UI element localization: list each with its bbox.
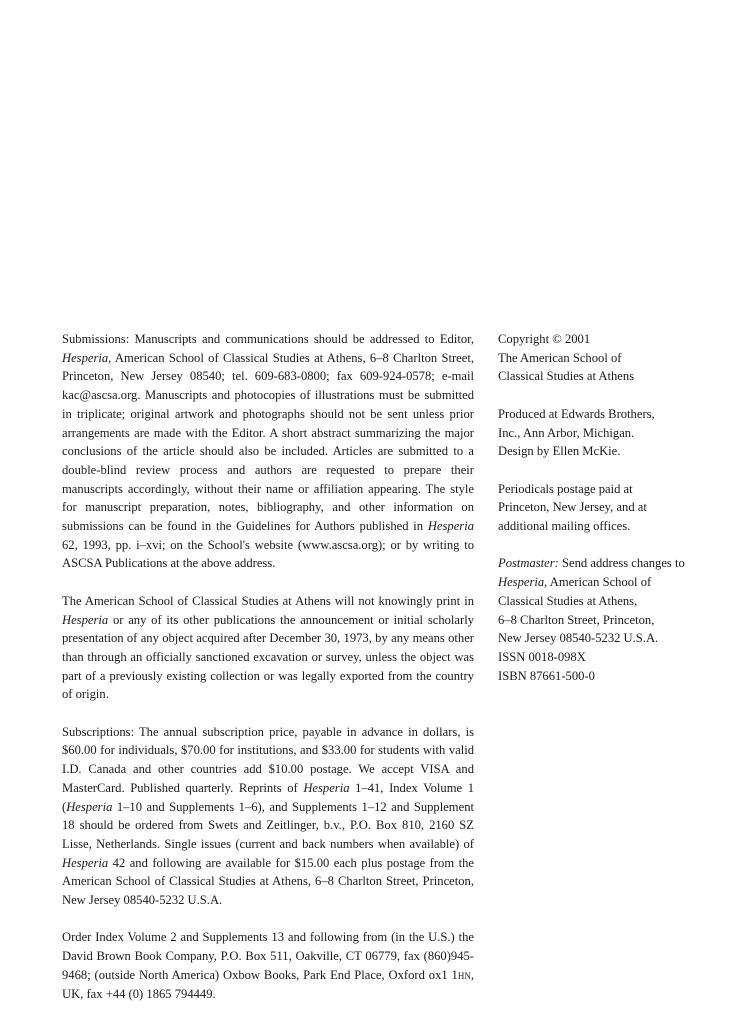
postage-line: additional mailing offices. — [498, 519, 631, 533]
journal-title: Hesperia — [62, 612, 109, 627]
submissions-text-3: 62, 1993, pp. i–xvi; on the School's website (www.ascsa.org); or by writing to ASCSA Publications at the above address. — [62, 537, 474, 571]
postmaster-line — [498, 554, 698, 573]
copyright-line: The American School of — [498, 350, 622, 365]
postmaster-label: Postmaster: — [498, 556, 559, 571]
postmaster-line — [498, 573, 698, 592]
postmaster-line: 6–8 Charlton Street, Princeton, — [498, 612, 655, 627]
production-line: Design by Ellen McKie. — [498, 444, 621, 459]
postmaster-line: New Jersey 08540-5232 U.S.A. — [498, 631, 659, 646]
production-line: Produced at Edwards Brothers, — [498, 406, 655, 421]
subscriptions-text-3: 1–10 and Supplements 1–6), and Supplements 1–12 and Supplement 18 should be ordered from Swets and Zeitlinger, b.v., P.O. Box 810, 2160 SZ Lisse, Netherlands. Single issues (current and back numbers when available) of — [62, 799, 474, 851]
order-text-2: , UK, fax +44 (0) 1865 794449. — [62, 967, 474, 1001]
postage-line: Princeton, New Jersey, and at — [498, 500, 647, 515]
order-text-1: Order Index Volume 2 and Supplements 13 and following from (in the U.S.) the David Brown Book Company, P.O. Box 511, Oakville, CT 06779, fax (860)945-9468; (outside North America) Oxbow Books, Park End Place, Oxford ox1 1 — [62, 930, 474, 982]
postmaster-text: Send address changes to — [558, 556, 685, 571]
submissions-paragraph — [62, 330, 474, 573]
submissions-text-2: , American School of Classical Studies at Athens, 6–8 Charlton Street, Princeton, New Jersey 08540; tel. 609-683-0800; fax 609-924-0578; e-mail kac@ascsa.org. Manuscripts and photocopies of illustrations must be submitted in triplicate; original artwork and photographs should not be sent unless prior arrangements are made with the Editor. A short abstract summarizing the major conclusions of the article should also be included. Articles are submitted to a double-blind review process and authors are requested to prepare their manuscripts accordingly, without their name or affiliation appearing. The style for manuscript preparation, notes, bibliography, and other information on submissions can be found in the Guidelines for Authors published in — [62, 350, 474, 534]
right-column — [498, 330, 698, 704]
postmaster-text: , American School of — [544, 575, 652, 590]
subscriptions-paragraph — [62, 723, 474, 910]
isbn-line: ISBN 87661-500-0 — [498, 668, 595, 683]
subscriptions-text-4: 42 and following are available for $15.00 each plus postage from the American School of Classical Studies at Athens, 6–8 Charlton Street, Princeton, New Jersey 08540-5232 U.S.A. — [62, 855, 474, 908]
submissions-text-1: Submissions: Manuscripts and communications should be addressed to Editor, — [62, 332, 474, 346]
postage-block — [498, 480, 698, 536]
order-paragraph — [62, 928, 474, 1003]
journal-title: Hesperia — [498, 575, 545, 590]
subscriptions-text-1: Subscriptions: The annual subscription price, payable in advance in dollars, is $60.00 for individuals, $70.00 for institutions, and $33.00 for students with valid I.D. Canada and other countries add $10.00 postage. We accept VISA and MasterCard. Published quarterly. Reprints of — [62, 724, 474, 795]
policy-text-1: The American School of Classical Studies at Athens will not knowingly print in — [62, 593, 474, 608]
journal-title: Hesperia — [66, 799, 113, 814]
postmaster-line: Classical Studies at Athens, — [498, 593, 638, 608]
journal-title: Hesperia — [62, 350, 109, 365]
left-column — [62, 330, 474, 1022]
journal-title: Hesperia — [62, 855, 109, 870]
production-line: Inc., Ann Arbor, Michigan. — [498, 425, 635, 440]
production-block — [498, 405, 698, 461]
copyright-block — [498, 330, 698, 386]
subscriptions-text-2: 1–41, Index Volume 1 ( — [62, 780, 474, 814]
postage-line: Periodicals postage paid at — [498, 481, 633, 496]
acquisition-policy-paragraph — [62, 592, 474, 704]
issn-line: ISSN 0018-098X — [498, 649, 586, 664]
journal-title: Hesperia — [303, 780, 350, 795]
order-postcode-smallcaps: hn — [457, 967, 471, 982]
copyright-line: Copyright © 2001 — [498, 332, 591, 346]
journal-title: Hesperia — [427, 519, 474, 534]
policy-text-2: or any of its other publications the announcement or initial scholarly presentation of any object acquired after December 30, 1973, by any means other than through an officially sanctioned excavation or survey, unless the object was part of a previously existing collection or was legally exported from the country of origin. — [62, 612, 474, 702]
copyright-line: Classical Studies at Athens — [498, 369, 635, 384]
postmaster-block — [498, 554, 698, 685]
